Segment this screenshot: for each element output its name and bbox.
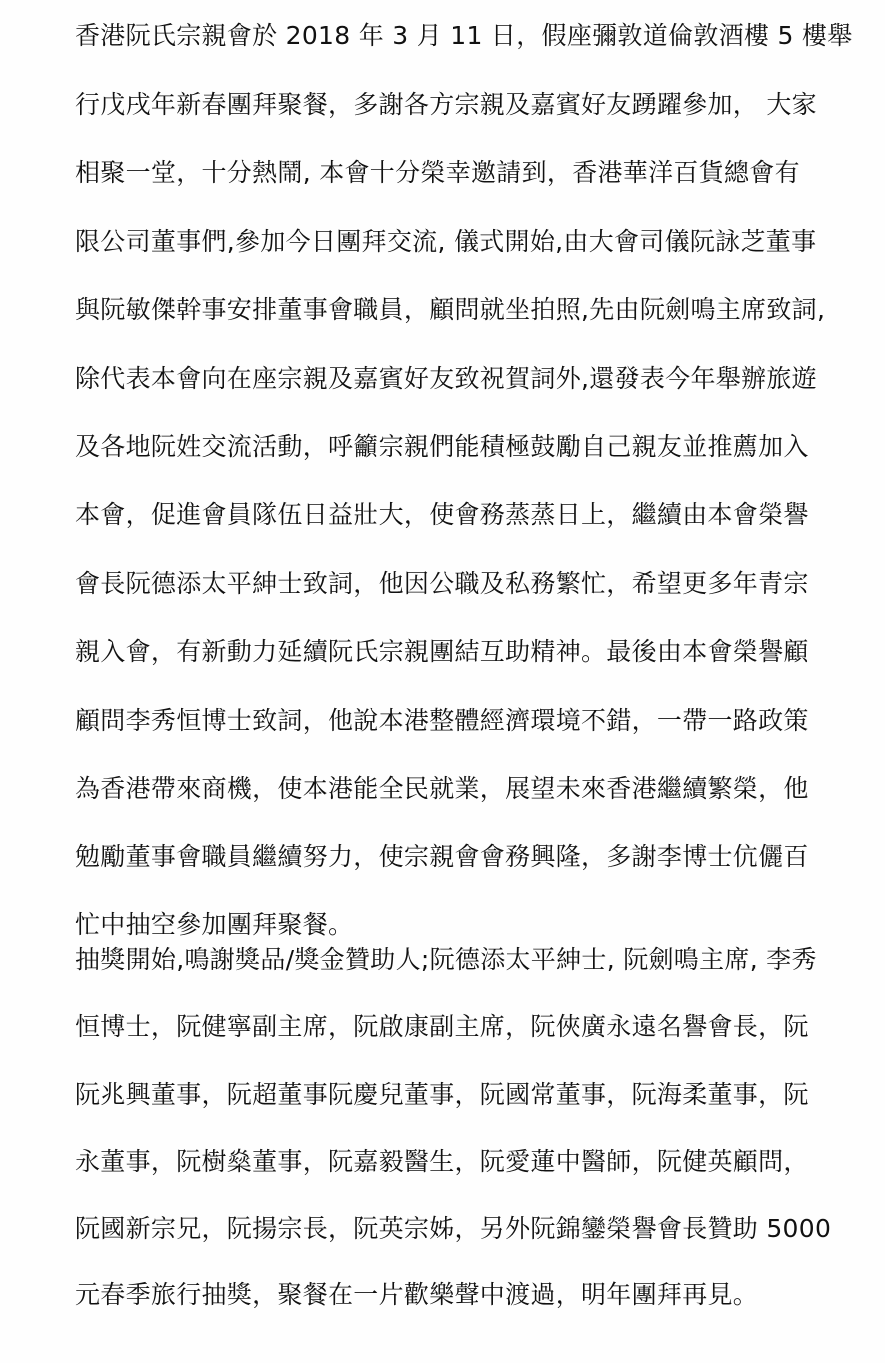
text-line: 永董事，阮樹燊董事，阮嘉毅醫生，阮愛蓮中醫師，阮健英顧問，	[75, 1147, 809, 1176]
text-line: 會長阮德添太平紳士致詞，他因公職及私務繁忙，希望更多年青宗	[75, 569, 809, 598]
text-line: 本會，促進會員隊伍日益壯大，使會務蒸蒸日上，繼續由本會榮譽	[75, 500, 809, 529]
text-line: 阮兆興董事，阮超董事阮慶兒董事，阮國常董事，阮海柔董事，阮	[75, 1080, 809, 1109]
text-line: 勉勵董事會職員繼續努力，使宗親會會務興隆，多謝李博士伉儷百	[75, 842, 809, 871]
text-line: 恒博士，阮健寧副主席，阮啟康副主席，阮俠廣永遠名譽會長，阮	[75, 1012, 809, 1041]
text-line: 抽獎開始,鳴謝獎品/獎金贊助人;阮德添太平紳士, 阮劍鳴主席, 李秀	[75, 945, 817, 974]
text-line: 相聚一堂，十分熱鬧, 本會十分榮幸邀請到，香港華洋百貨總會有	[75, 158, 800, 187]
text-line: 與阮敏傑幹事安排董事會職員，顧問就坐拍照,先由阮劍鳴主席致詞,	[75, 295, 826, 324]
text-line: 行戊戌年新春團拜聚餐，多謝各方宗親及嘉賓好友踴躍參加， 大家	[75, 90, 817, 119]
text-line: 阮國新宗兄，阮揚宗長，阮英宗姊，另外阮錦鑾榮譽會長贊助 5000	[75, 1214, 832, 1243]
text-line: 顧問李秀恒博士致詞，他說本港整體經濟環境不錯，一帶一路政策	[75, 706, 809, 735]
text-line: 為香港帶來商機，使本港能全民就業，展望未來香港繼續繁榮，他	[75, 774, 809, 803]
text-line: 限公司董事們,參加今日團拜交流, 儀式開始,由大會司儀阮詠芝董事	[75, 227, 817, 256]
text-line: 忙中抽空參加團拜聚餐。	[75, 910, 354, 939]
text-line: 除代表本會向在座宗親及嘉賓好友致祝賀詞外,還發表今年舉辦旅遊	[75, 364, 817, 393]
text-line: 及各地阮姓交流活動，呼籲宗親們能積極鼓勵自己親友並推薦加入	[75, 432, 809, 461]
text-line: 親入會，有新動力延續阮氏宗親團結互助精神。最後由本會榮譽顧	[75, 637, 809, 666]
text-line: 香港阮氏宗親會於 2018 年 3 月 11 日，假座彌敦道倫敦酒樓 5 樓舉	[75, 21, 853, 50]
text-line: 元春季旅行抽獎，聚餐在一片歡樂聲中渡過，明年團拜再見。	[75, 1280, 759, 1309]
